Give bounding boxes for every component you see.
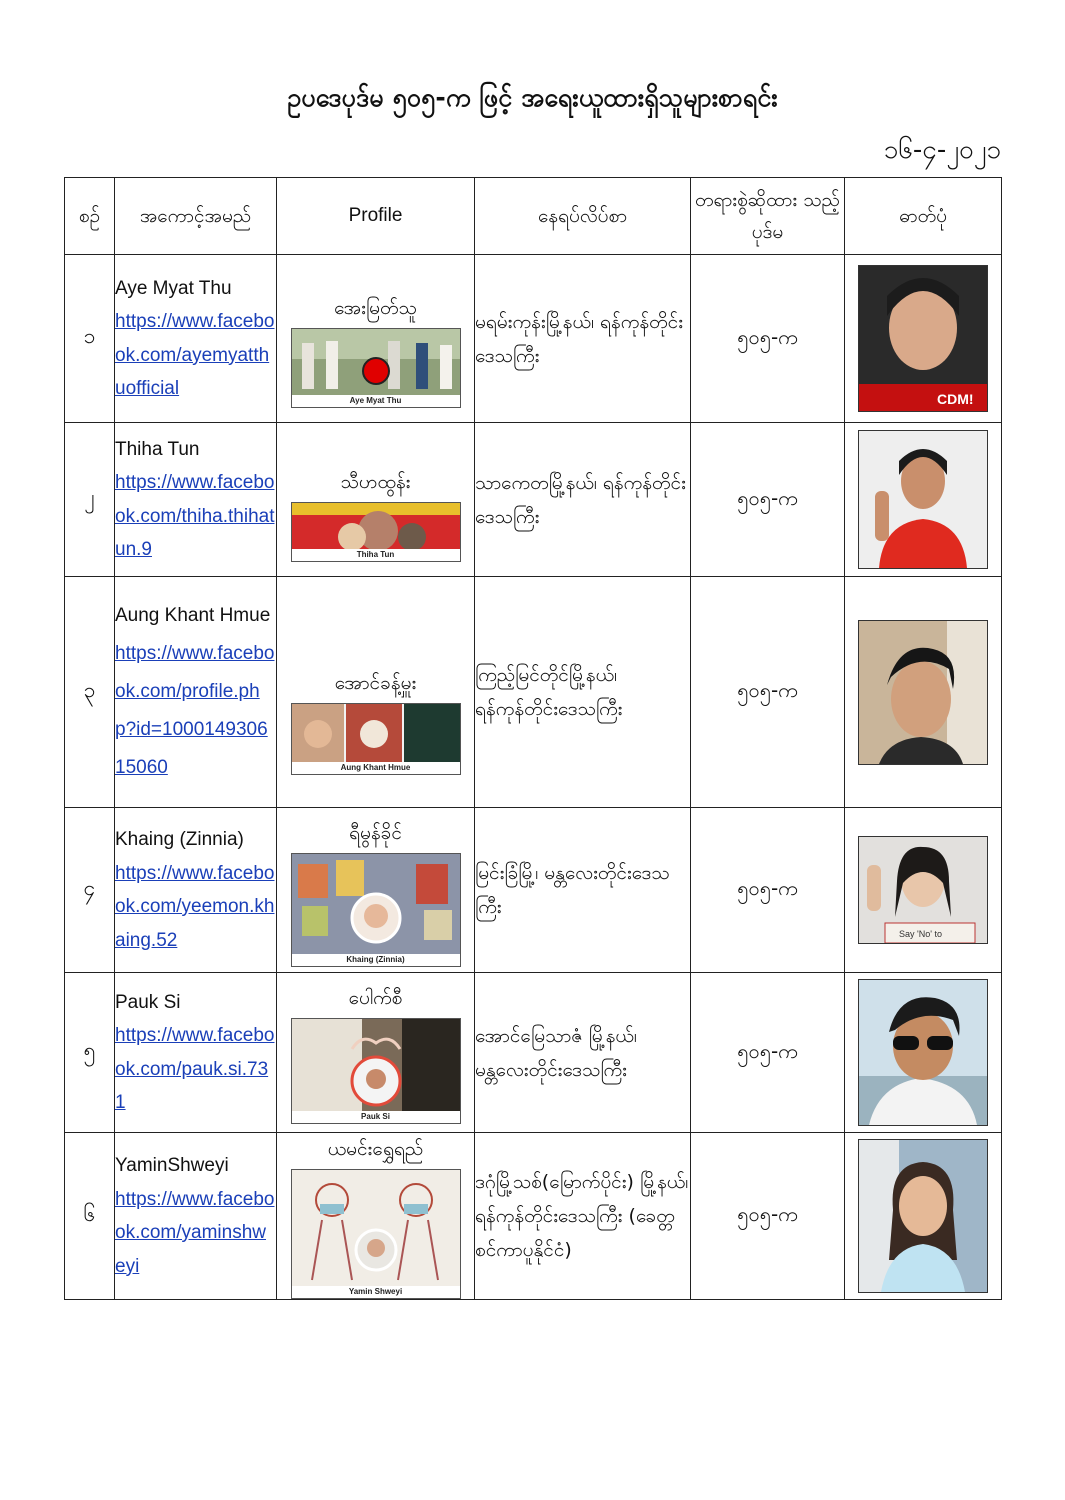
account-name: Thiha Tun [115,438,200,460]
table-row [65,808,1002,973]
account-cell [115,423,277,577]
facebook-link[interactable]: https://www.facebook.com/yeemon.khaing.52 [115,862,275,951]
row-number: ၅ [65,973,115,1133]
profile-caption: Aye Myat Thu [292,395,460,407]
profile-cover-image [291,328,461,408]
account-cell [115,577,277,808]
profile-caption: Aung Khant Hmue [292,762,460,774]
photo-text: Say 'No' to [899,929,942,939]
profile-cover-image [291,703,461,775]
charge-section: ၅၀၅-က [691,577,845,808]
portrait-image [859,266,987,411]
person-photo [858,979,988,1126]
header-address: နေရပ်လိပ်စာ [475,178,691,255]
profile-cell [277,973,475,1133]
photo-cell [845,1133,1002,1300]
row-number: ၄ [65,808,115,973]
facebook-link[interactable]: https://www.facebook.com/profile.php?id=100014930615060 [115,643,275,778]
account-name: Aung Khant Hmue [115,605,271,626]
account-name: Aye Myat Thu [115,277,232,299]
account-name: Khaing (Zinnia) [115,829,244,850]
account-name: Pauk Si [115,991,181,1013]
profile-name: ရီမွန်ခိုင် [349,822,402,844]
row-number: ၃ [65,577,115,808]
portrait-image [859,980,987,1125]
charge-section: ၅၀၅-က [691,1133,845,1300]
header-account-name: အကောင့်အမည် [115,178,277,255]
header-photo: ဓာတ်ပုံ [845,178,1002,255]
photo-cell [845,423,1002,577]
portrait-image [859,431,987,568]
profile-cover-image [291,502,461,562]
facebook-link[interactable]: https://www.facebook.com/thiha.thihatun.9 [115,472,275,560]
photo-cell [845,255,1002,423]
table-row [65,255,1002,423]
address: ဒဂုံမြို့သစ်(မြောက်ပိုင်း) မြို့နယ်၊ ရန်ကုန်တိုင်းဒေသကြီး (ခေတ္တစင်ကာပူနိုင်ငံ) [475,1133,691,1300]
portrait-image [859,621,987,764]
page-title: ဥပဒေပုဒ်မ ၅၀၅-က ဖြင့် အရေးယူထားရှိသူများစာရင်း [287,83,778,112]
account-cell [115,255,277,423]
table-row [65,577,1002,808]
charge-section: ၅၀၅-က [691,808,845,973]
profile-caption: Khaing (Zinnia) [292,954,460,966]
header-profile: Profile [277,178,475,255]
profile-cover-image [291,1018,461,1124]
portrait-image [859,1140,987,1292]
profile-name: အောင်ခန့်မှူး [334,672,417,694]
profile-caption: Yamin Shweyi [292,1286,460,1298]
address: သာကေတမြို့နယ်၊ ရန်ကုန်တိုင်းဒေသကြီး [475,423,691,577]
facebook-link[interactable]: https://www.facebook.com/ayemyatthuofficial [115,311,275,399]
profile-cell [277,1133,475,1300]
address: အောင်မြေသာဇံ မြို့နယ်၊ မန္တလေးတိုင်းဒေသကြီး [475,973,691,1133]
profile-cell [277,423,475,577]
table-row [65,1133,1002,1300]
table-header-row [65,178,1002,255]
person-photo [858,836,988,944]
account-cell [115,973,277,1133]
document-date: ၁၆-၄-၂၀၂၁ [883,135,1001,165]
row-number: ၁ [65,255,115,423]
cover-photo-couple [292,1019,460,1123]
facebook-link[interactable]: https://www.facebook.com/pauk.si.731 [115,1025,275,1113]
profile-cell [277,255,475,423]
profile-name: အေးမြတ်သူ [334,296,417,319]
profile-cell [277,808,475,973]
photo-cell [845,973,1002,1133]
address: မြင်းခြံမြို့၊ မန္တလေးတိုင်းဒေသကြီး [475,808,691,973]
profile-cover-image [291,1169,461,1299]
arrest-list-table [64,177,1002,1300]
person-photo [858,620,988,765]
charge-section: ၅၀၅-က [691,973,845,1133]
header-no: စဉ် [65,178,115,255]
profile-name: ပေါက်စီ [348,986,403,1009]
person-photo [858,1139,988,1293]
cover-photo-drawing [292,1170,460,1298]
cover-photo-locks [292,854,460,966]
charge-section: ၅၀၅-က [691,423,845,577]
facebook-link[interactable]: https://www.facebook.com/yaminshweyi [115,1188,275,1277]
account-name: YaminShweyi [115,1155,229,1176]
charge-section: ၅၀၅-က [691,255,845,423]
portrait-image [859,837,987,943]
profile-name: သီဟထွန်း [340,470,411,493]
profile-cover-image [291,853,461,967]
header-section: တရားစွဲဆိုထား သည့်ပုဒ်မ [691,178,845,255]
table-row [65,973,1002,1133]
person-photo [858,265,988,412]
person-photo [858,430,988,569]
photo-cell [845,808,1002,973]
photo-text: CDM! [937,391,974,407]
profile-caption: Pauk Si [292,1111,460,1123]
photo-cell [845,577,1002,808]
profile-caption: Thiha Tun [292,549,460,561]
address: မရမ်းကုန်းမြို့နယ်၊ ရန်ကုန်တိုင်းဒေသကြီး [475,255,691,423]
row-number: ၆ [65,1133,115,1300]
account-cell [115,1133,277,1300]
table-row [65,423,1002,577]
profile-name: ယမင်းရွှေရည် [327,1138,424,1160]
address: ကြည့်မြင်တိုင်မြို့နယ်၊ ရန်ကုန်တိုင်းဒေသကြီး [475,577,691,808]
row-number: ၂ [65,423,115,577]
account-cell [115,808,277,973]
profile-cell [277,577,475,808]
